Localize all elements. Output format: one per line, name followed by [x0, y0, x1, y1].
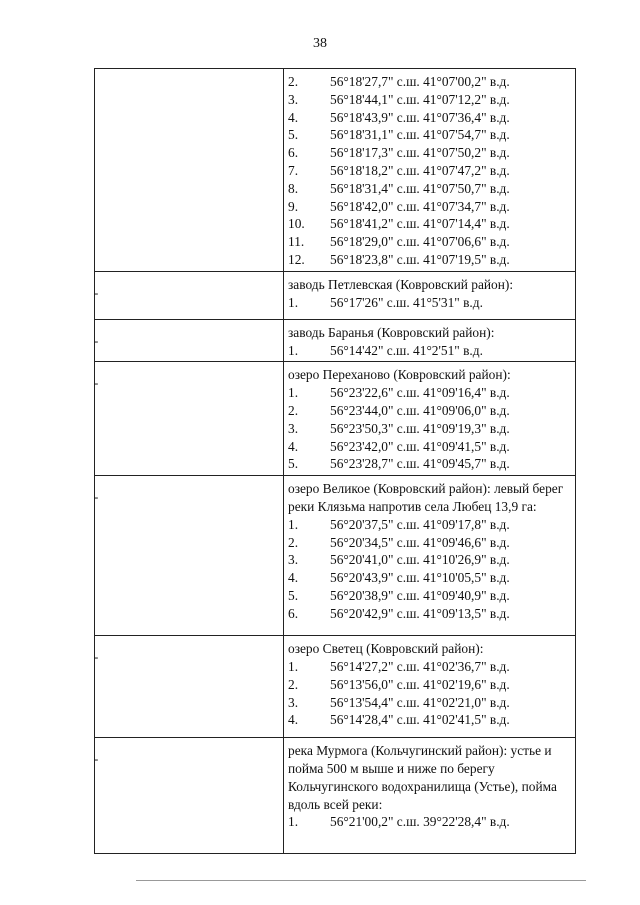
coordinate-point: [288, 384, 571, 402]
point-number: 1.: [288, 342, 299, 358]
coordinate-point: [288, 813, 571, 831]
water-body-heading: озеро Переханово (Ковровский район):: [288, 367, 511, 383]
point-coordinates: 56°18'31,1" с.ш. 41°07'54,7" в.д.: [330, 127, 510, 143]
point-coordinates: 56°23'50,3" с.ш. 41°09'19,3" в.д.: [330, 420, 510, 436]
point-number: 4.: [288, 570, 299, 586]
point-number: 3.: [288, 420, 299, 436]
point-coordinates: 56°20'38,9" с.ш. 41°09'40,9" в.д.: [330, 587, 510, 603]
coordinates-table: [94, 68, 576, 854]
point-coordinates: 56°18'29,0" с.ш. 41°07'06,6" в.д.: [330, 234, 510, 250]
bottom-rule: [136, 880, 586, 881]
point-number: 3.: [288, 552, 299, 568]
point-coordinates: 56°18'18,2" с.ш. 41°07'47,2" в.д.: [330, 162, 510, 178]
coordinate-point: [288, 516, 571, 534]
coordinate-point: [288, 251, 571, 269]
row-marker-cell: [95, 271, 284, 319]
coordinate-point: [288, 126, 571, 144]
table-row: [95, 738, 576, 854]
point-coordinates: 56°13'54,4" с.ш. 41°02'21,0" в.д.: [330, 694, 510, 710]
point-number: 9.: [288, 198, 299, 214]
coordinate-point: [288, 180, 571, 198]
point-coordinates: 56°14'27,2" с.ш. 41°02'36,7" в.д.: [330, 658, 510, 674]
row-content-cell: [284, 319, 576, 362]
coordinate-point: [288, 73, 571, 91]
point-coordinates: 56°13'56,0" с.ш. 41°02'19,6" в.д.: [330, 676, 510, 692]
coordinate-point: [288, 233, 571, 251]
row-marker-cell: [95, 636, 284, 738]
coordinate-point: [288, 676, 571, 694]
coordinate-point: [288, 294, 571, 312]
row-dash: -: [94, 489, 99, 505]
table-row: [95, 271, 576, 319]
water-body-heading: озеро Светец (Ковровский район):: [288, 641, 484, 657]
row-marker-cell: [95, 69, 284, 272]
row-dash: -: [94, 649, 99, 665]
coordinate-point: [288, 551, 571, 569]
row-marker-cell: [95, 319, 284, 362]
row-marker-cell: [95, 362, 284, 476]
point-coordinates: 56°20'41,0" с.ш. 41°10'26,9" в.д.: [330, 552, 510, 568]
coordinate-point: [288, 109, 571, 127]
coordinate-point: [288, 91, 571, 109]
point-number: 11.: [288, 234, 305, 250]
coordinate-point: [288, 534, 571, 552]
point-coordinates: 56°20'37,5" с.ш. 41°09'17,8" в.д.: [330, 516, 510, 532]
point-number: 5.: [288, 127, 299, 143]
water-body-heading: озеро Великое (Ковровский район): левый берег реки Клязьма напротив села Любец 13,9 га:: [288, 481, 564, 514]
point-coordinates: 56°18'31,4" с.ш. 41°07'50,7" в.д.: [330, 180, 510, 196]
point-number: 8.: [288, 180, 299, 196]
point-number: 1.: [288, 516, 299, 532]
point-number: 2.: [288, 534, 299, 550]
row-content-cell: [284, 738, 576, 854]
point-coordinates: 56°18'42,0" с.ш. 41°07'34,7" в.д.: [330, 198, 510, 214]
point-number: 3.: [288, 694, 299, 710]
water-body-heading: река Мурмога (Кольчугинский район): устье и пойма 500 м выше и ниже по берегу Кольчугинского водохранилища (Устье), пойма вдоль всей реки:: [288, 743, 557, 812]
point-number: 12.: [288, 251, 305, 267]
point-number: 2.: [288, 74, 299, 89]
table-row: [95, 319, 576, 362]
coordinate-point: [288, 402, 571, 420]
row-content-cell: [284, 69, 576, 272]
coordinate-point: [288, 215, 571, 233]
coordinate-point: [288, 144, 571, 162]
point-number: 2.: [288, 676, 299, 692]
coordinate-point: [288, 420, 571, 438]
point-number: 10.: [288, 216, 305, 232]
row-dash: -: [94, 751, 99, 767]
point-coordinates: 56°20'34,5" с.ш. 41°09'46,6" в.д.: [330, 534, 510, 550]
point-number: 6.: [288, 605, 299, 621]
coordinate-point: [288, 569, 571, 587]
point-number: 1.: [288, 814, 299, 830]
point-coordinates: 56°20'43,9" с.ш. 41°10'05,5" в.д.: [330, 570, 510, 586]
point-coordinates: 56°18'44,1" с.ш. 41°07'12,2" в.д.: [330, 91, 510, 107]
point-coordinates: 56°21'00,2" с.ш. 39°22'28,4" в.д.: [330, 814, 510, 830]
coordinate-point: [288, 605, 571, 623]
point-coordinates: 56°18'17,3" с.ш. 41°07'50,2" в.д.: [330, 145, 510, 161]
coordinate-point: [288, 342, 571, 360]
point-coordinates: 56°23'44,0" с.ш. 41°09'06,0" в.д.: [330, 402, 510, 418]
point-number: 2.: [288, 402, 299, 418]
row-content-cell: [284, 271, 576, 319]
coordinate-point: [288, 198, 571, 216]
row-marker-cell: [95, 476, 284, 636]
row-marker-cell: [95, 738, 284, 854]
row-content-cell: [284, 362, 576, 476]
coordinate-point: [288, 587, 571, 605]
point-number: 1.: [288, 294, 299, 310]
water-body-heading: заводь Баранья (Ковровский район):: [288, 324, 495, 340]
point-number: 6.: [288, 145, 299, 161]
coordinate-point: [288, 162, 571, 180]
point-number: 4.: [288, 109, 299, 125]
page-number: 38: [313, 36, 327, 51]
point-coordinates: 56°14'28,4" с.ш. 41°02'41,5" в.д.: [330, 712, 510, 728]
point-number: 7.: [288, 162, 299, 178]
row-content-cell: [284, 636, 576, 738]
point-coordinates: 56°23'22,6" с.ш. 41°09'16,4" в.д.: [330, 385, 510, 401]
coordinate-point: [288, 438, 571, 456]
point-coordinates: 56°18'23,8" с.ш. 41°07'19,5" в.д.: [330, 251, 510, 267]
point-coordinates: 56°23'42,0" с.ш. 41°09'41,5" в.д.: [330, 438, 510, 454]
point-number: 5.: [288, 587, 299, 603]
row-dash: -: [94, 375, 99, 391]
point-number: 4.: [288, 712, 299, 728]
coordinate-point: [288, 455, 571, 473]
point-coordinates: 56°20'42,9" с.ш. 41°09'13,5" в.д.: [330, 605, 510, 621]
table-row: [95, 476, 576, 636]
water-body-heading: заводь Петлевская (Ковровский район):: [288, 276, 514, 292]
point-coordinates: 56°23'28,7" с.ш. 41°09'45,7" в.д.: [330, 456, 510, 472]
coordinate-point: [288, 694, 571, 712]
coordinate-point: [288, 711, 571, 729]
point-number: 4.: [288, 438, 299, 454]
coordinate-point: [288, 658, 571, 676]
table-row: [95, 636, 576, 738]
table-row: [95, 362, 576, 476]
point-coordinates: 56°17'26" с.ш. 41°5'31" в.д.: [330, 294, 483, 310]
row-dash: -: [94, 284, 99, 300]
point-coordinates: 56°18'41,2" с.ш. 41°07'14,4" в.д.: [330, 216, 510, 232]
point-number: 1.: [288, 385, 299, 401]
point-coordinates: 56°18'43,9" с.ш. 41°07'36,4" в.д.: [330, 109, 510, 125]
point-coordinates: 56°14'42" с.ш. 41°2'51" в.д.: [330, 342, 483, 358]
point-number: 5.: [288, 456, 299, 472]
row-dash: -: [94, 332, 99, 348]
point-coordinates: 56°18'27,7" с.ш. 41°07'00,2" в.д.: [330, 74, 510, 89]
point-number: 1.: [288, 658, 299, 674]
point-number: 3.: [288, 91, 299, 107]
table-row: [95, 69, 576, 272]
row-content-cell: [284, 476, 576, 636]
